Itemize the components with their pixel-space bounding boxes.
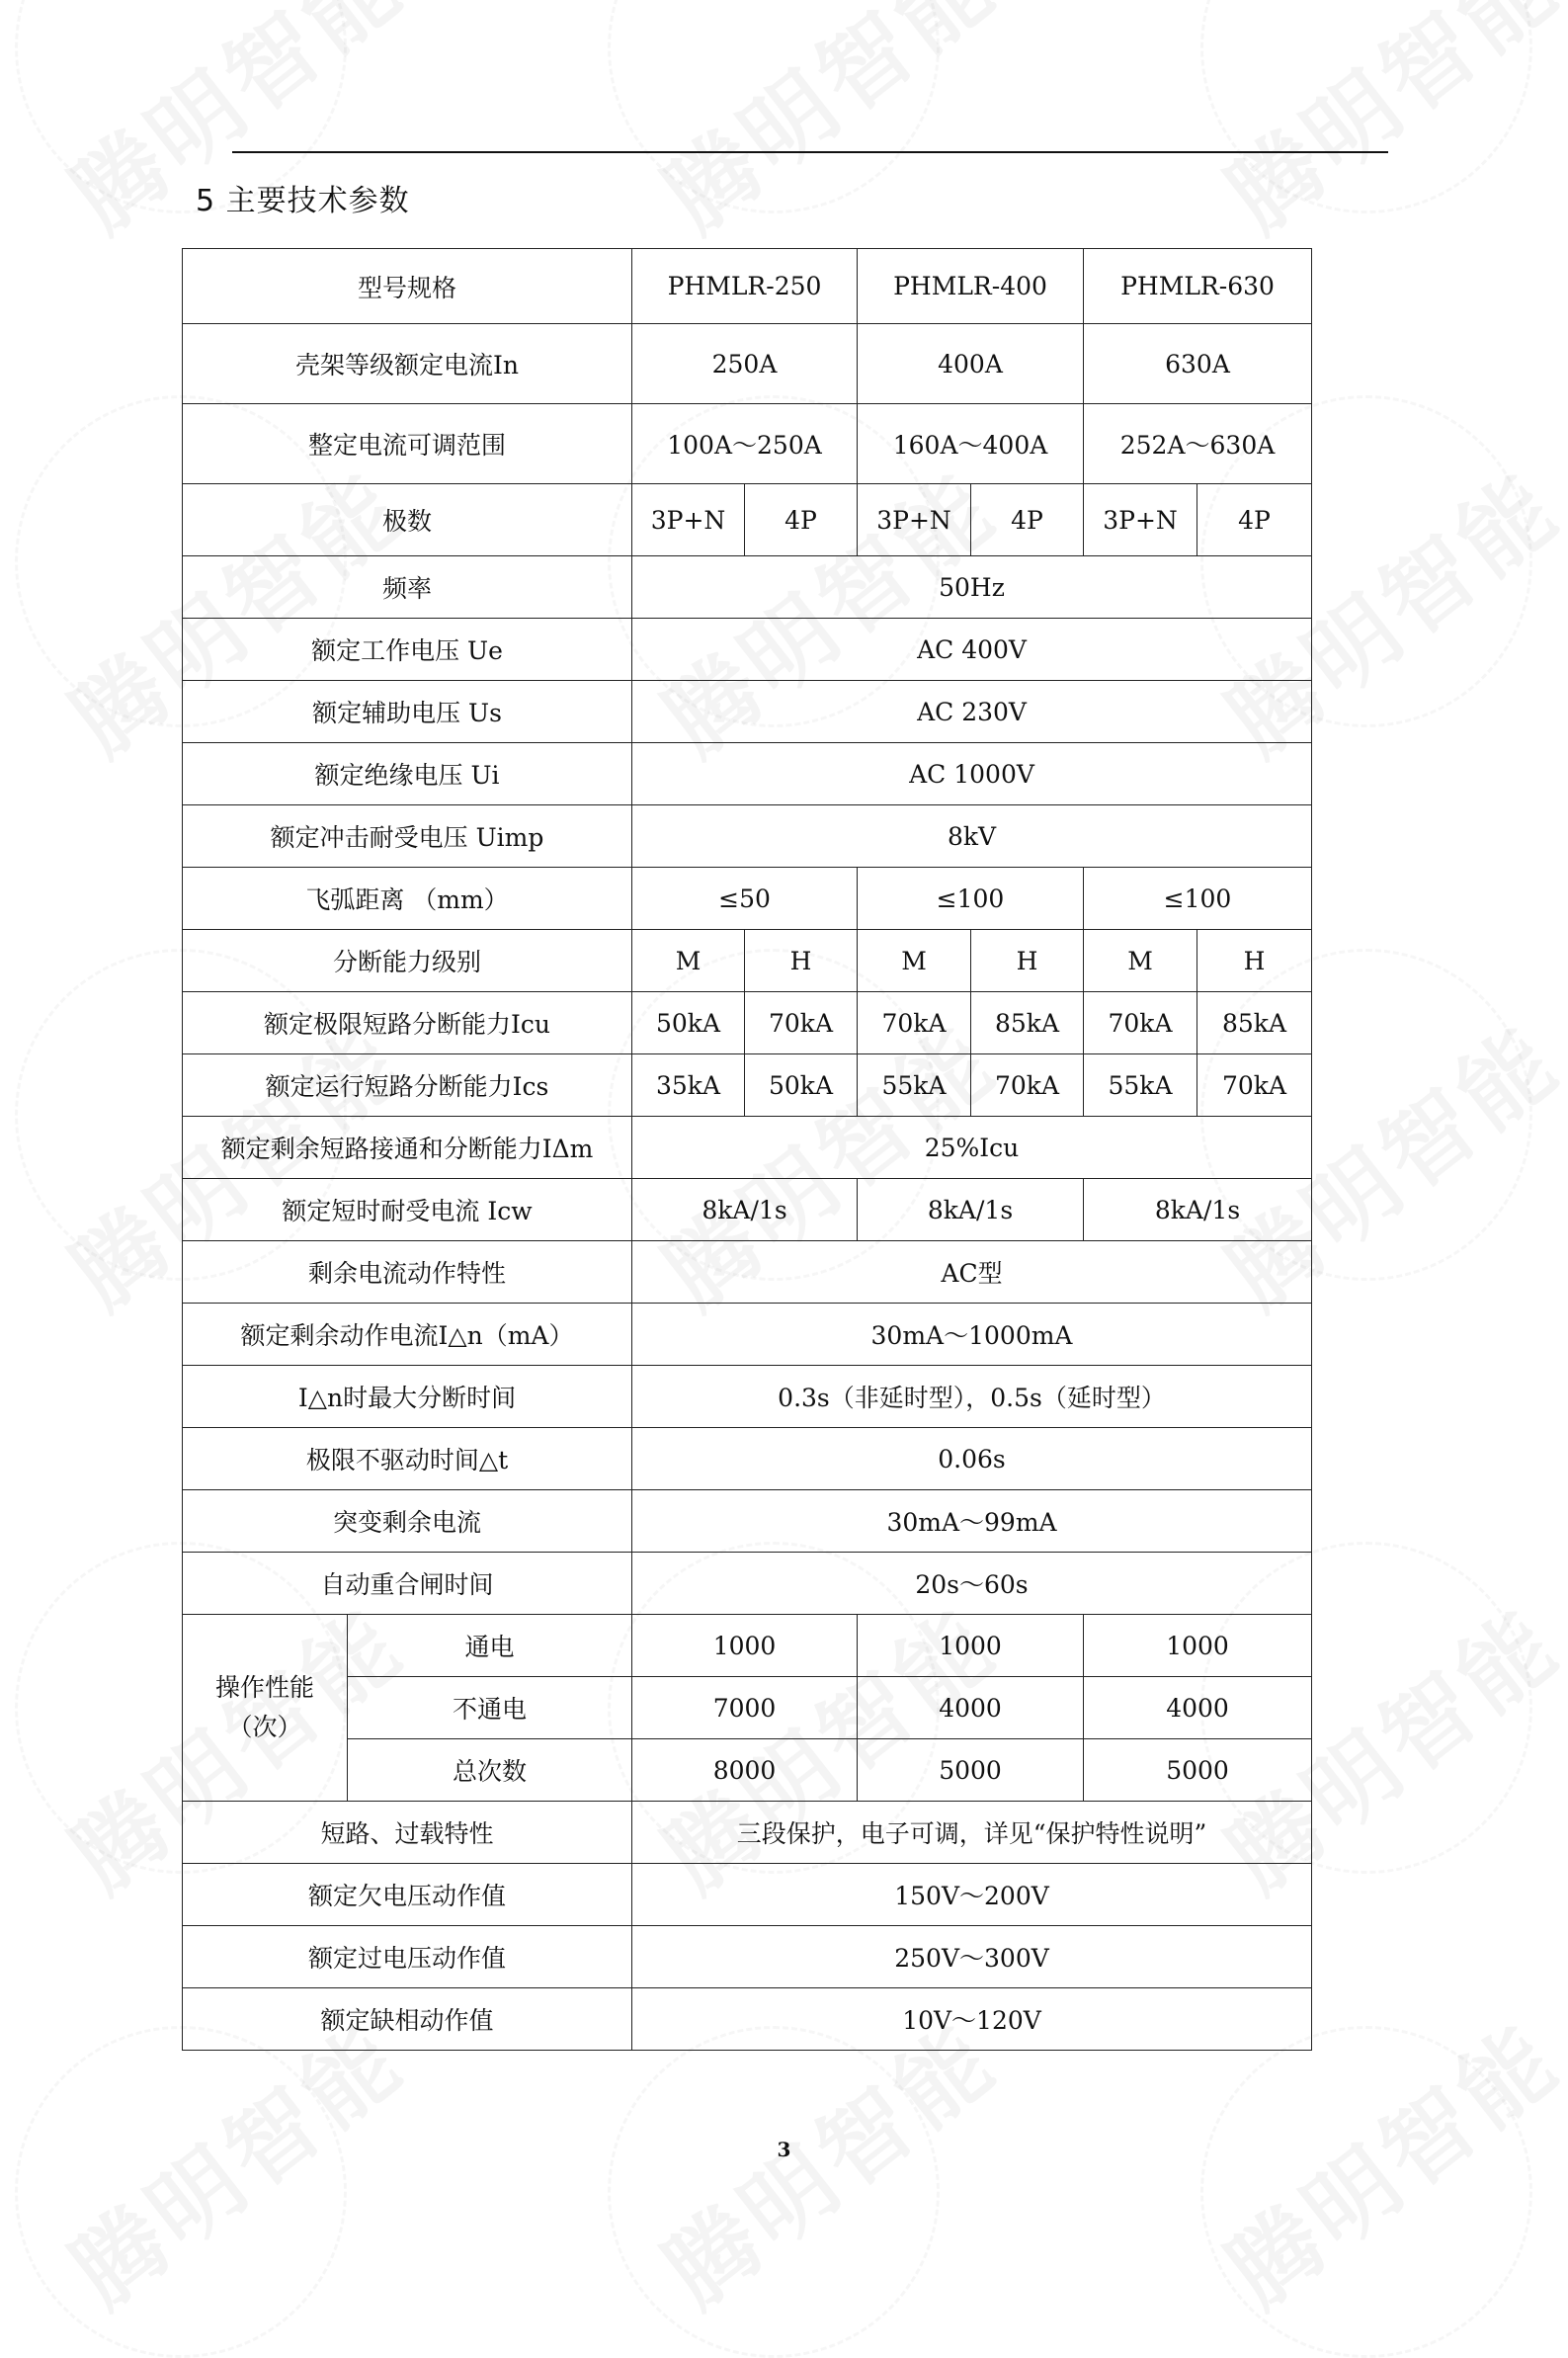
row-label: 额定欠电压动作值	[183, 1864, 632, 1926]
value-cell: M	[632, 930, 745, 992]
row-label: 额定极限短路分断能力Icu	[183, 992, 632, 1054]
value-cell: 3P+N	[858, 484, 971, 556]
value-cell: 30mA～1000mA	[632, 1304, 1312, 1366]
value-cell: 8kV	[632, 805, 1312, 868]
row-label: 额定短时耐受电流 Icw	[183, 1179, 632, 1241]
value-cell: H	[1197, 930, 1312, 992]
value-cell: 三段保护，电子可调，详见“保护特性说明”	[632, 1802, 1312, 1864]
table-row	[183, 484, 1312, 556]
model-cell: PHMLR-250	[632, 249, 858, 324]
table-row	[183, 992, 1312, 1054]
value-cell: AC 400V	[632, 619, 1312, 681]
table-row	[183, 1926, 1312, 1988]
row-label: 整定电流可调范围	[183, 404, 632, 484]
table-row	[183, 805, 1312, 868]
value-cell: AC型	[632, 1241, 1312, 1304]
model-cell: PHMLR-400	[858, 249, 1084, 324]
table-row	[183, 681, 1312, 743]
value-cell: 70kA	[858, 992, 971, 1054]
table-row	[183, 324, 1312, 404]
spec-table	[182, 248, 1312, 2051]
value-cell: M	[858, 930, 971, 992]
row-label: 通电	[348, 1615, 632, 1677]
table-row	[183, 1553, 1312, 1615]
value-cell: 4000	[1084, 1677, 1312, 1739]
row-label: 短路、过载特性	[183, 1802, 632, 1864]
row-label: 壳架等级额定电流In	[183, 324, 632, 404]
value-cell: 85kA	[1197, 992, 1312, 1054]
row-label: 飞弧距离 （mm）	[183, 868, 632, 930]
value-cell: 35kA	[632, 1054, 745, 1117]
value-cell: 70kA	[1084, 992, 1197, 1054]
value-cell: 50kA	[745, 1054, 858, 1117]
value-cell: 8kA/1s	[1084, 1179, 1312, 1241]
value-cell: 30mA～99mA	[632, 1490, 1312, 1553]
value-cell: 1000	[632, 1615, 858, 1677]
table-row	[183, 1179, 1312, 1241]
row-label: 总次数	[348, 1739, 632, 1802]
row-label: 额定绝缘电压 Ui	[183, 743, 632, 805]
row-label: I△n时最大分断时间	[183, 1366, 632, 1428]
row-label: 频率	[183, 556, 632, 619]
value-cell: ≤100	[858, 868, 1084, 930]
table-row	[183, 1054, 1312, 1117]
row-label: 额定运行短路分断能力Ics	[183, 1054, 632, 1117]
operation-label-line1: 操作性能	[214, 1673, 314, 1702]
value-cell: 4P	[1197, 484, 1312, 556]
value-cell: 70kA	[971, 1054, 1084, 1117]
value-cell: 150V～200V	[632, 1864, 1312, 1926]
section-title: 5 主要技术参数	[196, 184, 410, 218]
value-cell: 85kA	[971, 992, 1084, 1054]
table-row	[183, 1304, 1312, 1366]
value-cell: 0.3s（非延时型），0.5s（延时型）	[632, 1366, 1312, 1428]
table-row	[183, 868, 1312, 930]
value-cell: 70kA	[1197, 1054, 1312, 1117]
value-cell: H	[745, 930, 858, 992]
value-cell: ≤100	[1084, 868, 1312, 930]
row-label: 不通电	[348, 1677, 632, 1739]
value-cell: 10V～120V	[632, 1988, 1312, 2051]
row-label: 额定剩余短路接通和分断能力IΔm	[183, 1117, 632, 1179]
page-number: 3	[777, 2138, 791, 2161]
operation-group-label	[183, 1615, 348, 1802]
table-row	[183, 619, 1312, 681]
row-label: 额定缺相动作值	[183, 1988, 632, 2051]
value-cell: 4P	[745, 484, 858, 556]
row-label: 额定辅助电压 Us	[183, 681, 632, 743]
value-cell: 400A	[858, 324, 1084, 404]
model-cell: PHMLR-630	[1084, 249, 1312, 324]
table-row	[183, 1677, 1312, 1739]
value-cell: 1000	[1084, 1615, 1312, 1677]
value-cell: 7000	[632, 1677, 858, 1739]
value-cell: 4000	[858, 1677, 1084, 1739]
value-cell: 100A～250A	[632, 404, 858, 484]
row-label: 极数	[183, 484, 632, 556]
value-cell: 70kA	[745, 992, 858, 1054]
row-label: 剩余电流动作特性	[183, 1241, 632, 1304]
value-cell: 1000	[858, 1615, 1084, 1677]
value-cell: AC 230V	[632, 681, 1312, 743]
value-cell: ≤50	[632, 868, 858, 930]
table-row	[183, 249, 1312, 324]
value-cell: 20s～60s	[632, 1553, 1312, 1615]
header-rule	[232, 151, 1388, 153]
row-label: 极限不驱动时间△t	[183, 1428, 632, 1490]
value-cell: 55kA	[1084, 1054, 1197, 1117]
value-cell: 8kA/1s	[632, 1179, 858, 1241]
value-cell: 252A～630A	[1084, 404, 1312, 484]
table-row	[183, 1117, 1312, 1179]
table-row	[183, 404, 1312, 484]
value-cell: 630A	[1084, 324, 1312, 404]
value-cell: 50Hz	[632, 556, 1312, 619]
table-row	[183, 743, 1312, 805]
row-label: 额定冲击耐受电压 Uimp	[183, 805, 632, 868]
table-row	[183, 1988, 1312, 2051]
table-row	[183, 1802, 1312, 1864]
table-row	[183, 1490, 1312, 1553]
value-cell: 0.06s	[632, 1428, 1312, 1490]
value-cell: 25%Icu	[632, 1117, 1312, 1179]
row-label: 额定过电压动作值	[183, 1926, 632, 1988]
value-cell: 5000	[1084, 1739, 1312, 1802]
value-cell: 8000	[632, 1739, 858, 1802]
value-cell: M	[1084, 930, 1197, 992]
value-cell: 3P+N	[632, 484, 745, 556]
operation-label-line2: （次）	[227, 1713, 302, 1741]
table-row	[183, 1366, 1312, 1428]
value-cell: 8kA/1s	[858, 1179, 1084, 1241]
table-row	[183, 556, 1312, 619]
table-row	[183, 1615, 1312, 1677]
row-label: 型号规格	[183, 249, 632, 324]
value-cell: AC 1000V	[632, 743, 1312, 805]
value-cell: H	[971, 930, 1084, 992]
value-cell: 55kA	[858, 1054, 971, 1117]
value-cell: 50kA	[632, 992, 745, 1054]
value-cell: 5000	[858, 1739, 1084, 1802]
table-row	[183, 1739, 1312, 1802]
table-row	[183, 1241, 1312, 1304]
value-cell: 160A～400A	[858, 404, 1084, 484]
value-cell: 3P+N	[1084, 484, 1197, 556]
row-label: 额定剩余动作电流I△n（mA）	[183, 1304, 632, 1366]
row-label: 突变剩余电流	[183, 1490, 632, 1553]
row-label: 分断能力级别	[183, 930, 632, 992]
value-cell: 250V～300V	[632, 1926, 1312, 1988]
value-cell: 250A	[632, 324, 858, 404]
table-row	[183, 1428, 1312, 1490]
table-row	[183, 930, 1312, 992]
value-cell: 4P	[971, 484, 1084, 556]
row-label: 自动重合闸时间	[183, 1553, 632, 1615]
row-label: 额定工作电压 Ue	[183, 619, 632, 681]
table-row	[183, 1864, 1312, 1926]
